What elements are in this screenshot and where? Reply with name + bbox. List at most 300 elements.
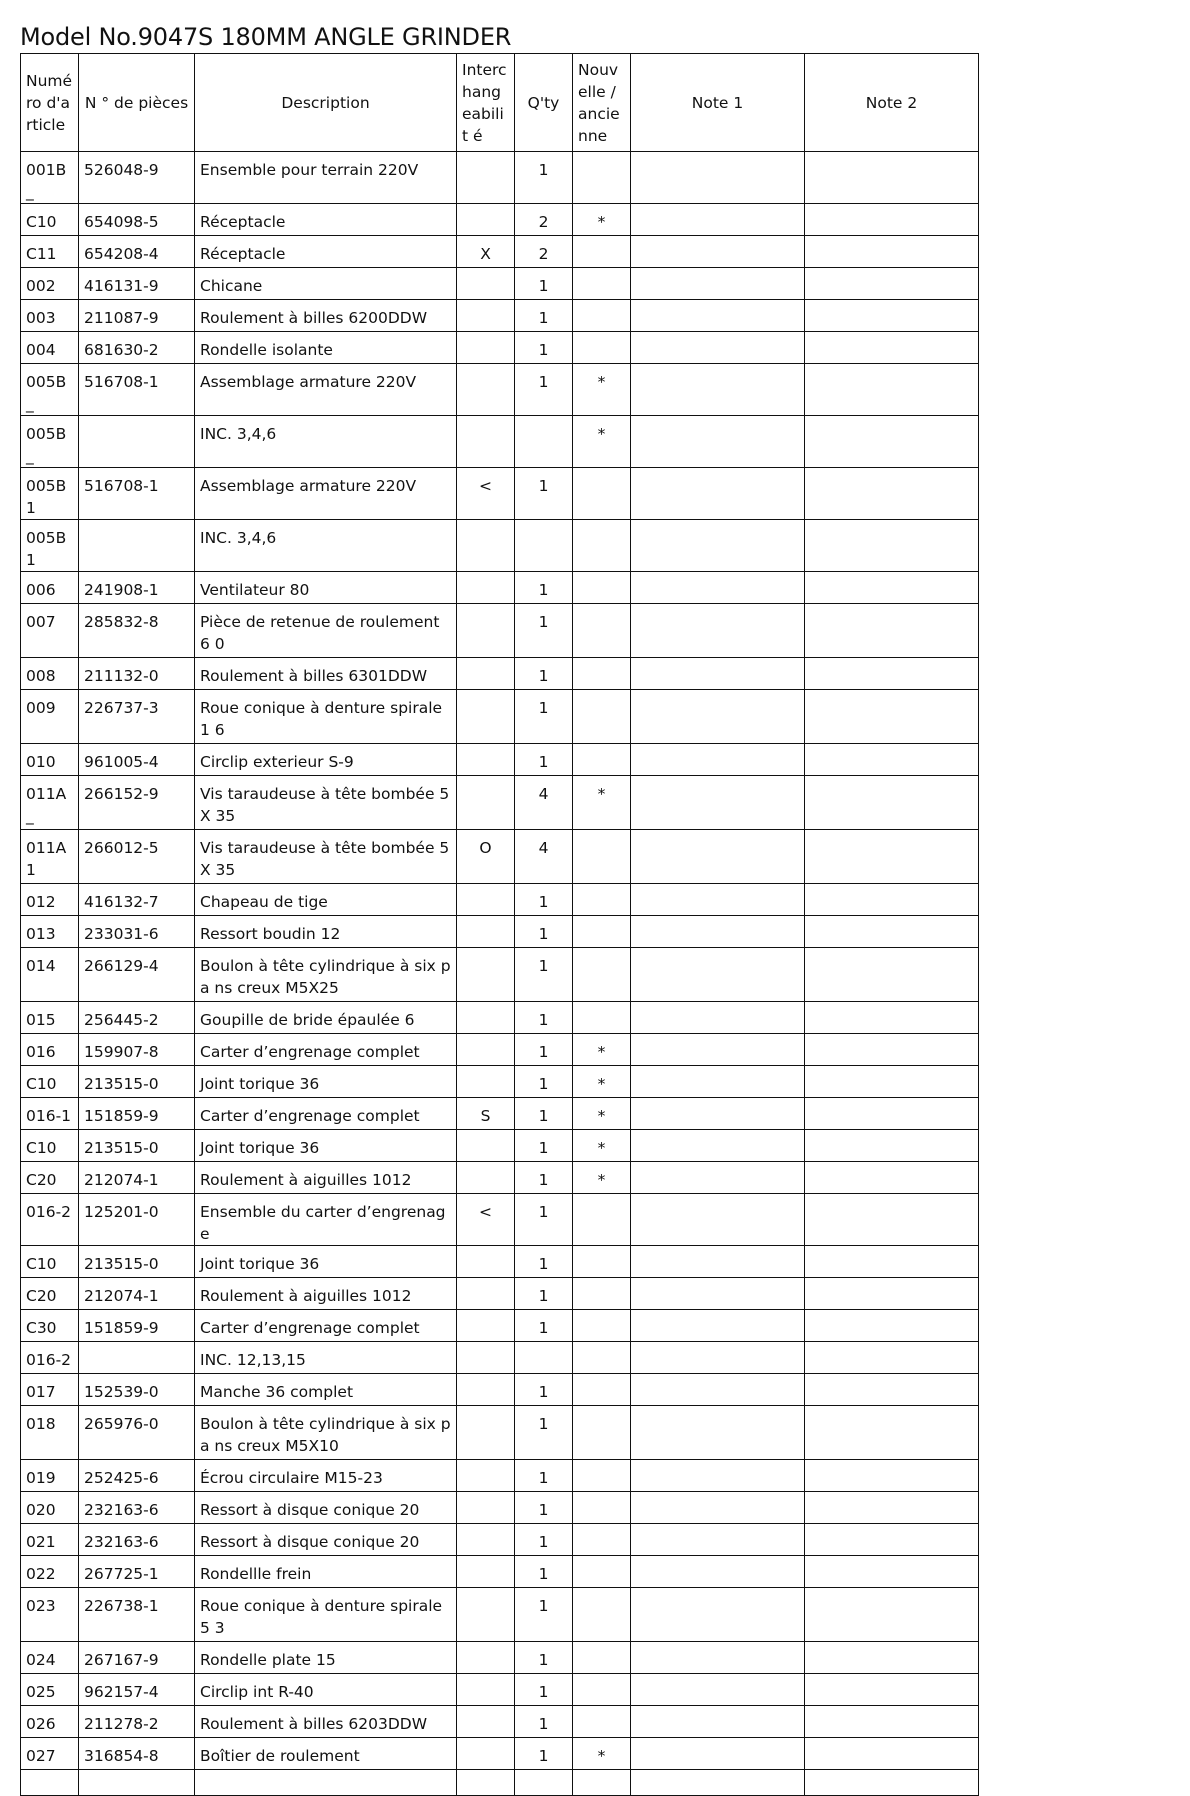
- cell-note-2: [805, 572, 979, 604]
- cell-part-number: 152539-0: [79, 1374, 195, 1406]
- cell-item-number: 016-1: [21, 1098, 79, 1130]
- cell-interchangeability: [457, 1642, 515, 1674]
- cell-quantity: 1: [515, 1034, 573, 1066]
- cell-description: INC. 3,4,6: [195, 416, 457, 468]
- cell-new-old: [573, 948, 631, 1002]
- cell-new-old: [573, 830, 631, 884]
- cell-description: Joint torique 36: [195, 1130, 457, 1162]
- cell-note-1: [631, 152, 805, 204]
- cell-description: Roulement à aiguilles 1012: [195, 1278, 457, 1310]
- cell-quantity: 1: [515, 1162, 573, 1194]
- cell-new-old: *: [573, 1098, 631, 1130]
- cell-part-number: 233031-6: [79, 916, 195, 948]
- cell-quantity: 1: [515, 658, 573, 690]
- cell-note-2: [805, 1194, 979, 1246]
- table-row: [21, 236, 979, 268]
- cell-item-number: 016: [21, 1034, 79, 1066]
- cell-description: Rondelle plate 15: [195, 1642, 457, 1674]
- cell-note-1: [631, 1162, 805, 1194]
- cell-note-1: [631, 884, 805, 916]
- cell-new-old: [573, 658, 631, 690]
- cell-part-number: 266129-4: [79, 948, 195, 1002]
- cell-interchangeability: [457, 572, 515, 604]
- cell-note-1: [631, 1706, 805, 1738]
- cell-note-1: [631, 204, 805, 236]
- cell-item-number: 010: [21, 744, 79, 776]
- cell-note-1: [631, 1002, 805, 1034]
- cell-note-2: [805, 776, 979, 830]
- cell-interchangeability: [457, 1674, 515, 1706]
- cell-description: Rondelle isolante: [195, 332, 457, 364]
- cell-note-1: [631, 1194, 805, 1246]
- cell-part-number: 212074-1: [79, 1162, 195, 1194]
- cell-note-1: [631, 1098, 805, 1130]
- cell-quantity: 1: [515, 1406, 573, 1460]
- cell-description: Manche 36 complet: [195, 1374, 457, 1406]
- cell-new-old: [573, 1374, 631, 1406]
- cell-note-1: [631, 1034, 805, 1066]
- cell-description: INC. 3,4,6: [195, 520, 457, 572]
- cell-quantity: 1: [515, 468, 573, 520]
- cell-description: Carter d’engrenage complet: [195, 1034, 457, 1066]
- cell-item-number: 001B_: [21, 152, 79, 204]
- table-row: [21, 1342, 979, 1374]
- cell-quantity: [515, 520, 573, 572]
- cell-interchangeability: X: [457, 236, 515, 268]
- cell-note-1: [631, 1524, 805, 1556]
- cell-new-old: [573, 1524, 631, 1556]
- cell-interchangeability: [457, 884, 515, 916]
- cell-interchangeability: [457, 1770, 515, 1796]
- cell-description: Roulement à billes 6200DDW: [195, 300, 457, 332]
- cell-interchangeability: [457, 916, 515, 948]
- cell-description: Réceptacle: [195, 236, 457, 268]
- cell-note-2: [805, 1406, 979, 1460]
- cell-note-1: [631, 364, 805, 416]
- table-row: [21, 1066, 979, 1098]
- cell-quantity: 1: [515, 1246, 573, 1278]
- cell-quantity: 1: [515, 1066, 573, 1098]
- cell-new-old: *: [573, 776, 631, 830]
- cell-description: Écrou circulaire M15-23: [195, 1460, 457, 1492]
- cell-item-number: 012: [21, 884, 79, 916]
- page-title: Model No.9047S 180MM ANGLE GRINDER: [20, 23, 512, 51]
- cell-interchangeability: S: [457, 1098, 515, 1130]
- cell-new-old: [573, 884, 631, 916]
- cell-note-2: [805, 948, 979, 1002]
- cell-description: Boulon à tête cylindrique à six pa ns creux M5X25: [195, 948, 457, 1002]
- cell-quantity: 1: [515, 572, 573, 604]
- cell-item-number: C10: [21, 1066, 79, 1098]
- cell-item-number: 023: [21, 1588, 79, 1642]
- table-row: [21, 1738, 979, 1770]
- cell-interchangeability: [457, 1738, 515, 1770]
- cell-interchangeability: [457, 1066, 515, 1098]
- cell-interchangeability: [457, 690, 515, 744]
- table-row: [21, 520, 979, 572]
- cell-item-number: C10: [21, 1246, 79, 1278]
- table-row: [21, 1642, 979, 1674]
- cell-item-number: 011A_: [21, 776, 79, 830]
- cell-interchangeability: [457, 520, 515, 572]
- cell-note-2: [805, 1066, 979, 1098]
- cell-note-1: [631, 916, 805, 948]
- cell-quantity: [515, 416, 573, 468]
- cell-new-old: [573, 1342, 631, 1374]
- cell-quantity: 1: [515, 690, 573, 744]
- cell-note-2: [805, 204, 979, 236]
- cell-new-old: *: [573, 1066, 631, 1098]
- cell-note-1: [631, 1066, 805, 1098]
- cell-item-number: 019: [21, 1460, 79, 1492]
- cell-quantity: 1: [515, 1310, 573, 1342]
- cell-part-number: 265976-0: [79, 1406, 195, 1460]
- cell-quantity: 1: [515, 1098, 573, 1130]
- cell-quantity: 1: [515, 1002, 573, 1034]
- cell-new-old: [573, 604, 631, 658]
- cell-item-number: 020: [21, 1492, 79, 1524]
- cell-item-number: 016-2: [21, 1342, 79, 1374]
- cell-item-number: 016-2: [21, 1194, 79, 1246]
- table-body: [21, 152, 979, 1796]
- cell-note-2: [805, 1588, 979, 1642]
- cell-description: Rondellle frein: [195, 1556, 457, 1588]
- cell-note-2: [805, 520, 979, 572]
- cell-item-number: 004: [21, 332, 79, 364]
- cell-item-number: 008: [21, 658, 79, 690]
- cell-quantity: 1: [515, 1194, 573, 1246]
- cell-description: Pièce de retenue de roulement 6 0: [195, 604, 457, 658]
- table-row: [21, 1130, 979, 1162]
- cell-interchangeability: [457, 1524, 515, 1556]
- cell-part-number: [79, 1342, 195, 1374]
- table-row: [21, 332, 979, 364]
- cell-description: Goupille de bride épaulée 6: [195, 1002, 457, 1034]
- cell-new-old: [573, 744, 631, 776]
- cell-part-number: [79, 520, 195, 572]
- cell-note-1: [631, 572, 805, 604]
- cell-new-old: [573, 1310, 631, 1342]
- header-part-number: N ° de pièces: [79, 54, 195, 152]
- cell-new-old: [573, 1706, 631, 1738]
- cell-interchangeability: [457, 1342, 515, 1374]
- cell-new-old: [573, 572, 631, 604]
- cell-interchangeability: [457, 416, 515, 468]
- table-row: [21, 1770, 979, 1796]
- cell-note-1: [631, 776, 805, 830]
- cell-note-2: [805, 690, 979, 744]
- table-row: [21, 1674, 979, 1706]
- cell-part-number: 232163-6: [79, 1524, 195, 1556]
- cell-new-old: [573, 1588, 631, 1642]
- cell-note-1: [631, 300, 805, 332]
- cell-note-2: [805, 416, 979, 468]
- cell-note-2: [805, 830, 979, 884]
- cell-part-number: 213515-0: [79, 1246, 195, 1278]
- cell-item-number: C20: [21, 1162, 79, 1194]
- cell-part-number: 266012-5: [79, 830, 195, 884]
- cell-item-number: 003: [21, 300, 79, 332]
- cell-note-2: [805, 152, 979, 204]
- cell-item-number: 018: [21, 1406, 79, 1460]
- cell-part-number: 232163-6: [79, 1492, 195, 1524]
- header-interchangeability: Interc hang eabilit é: [457, 54, 515, 152]
- cell-interchangeability: <: [457, 1194, 515, 1246]
- cell-new-old: *: [573, 1162, 631, 1194]
- cell-new-old: [573, 300, 631, 332]
- cell-note-2: [805, 1674, 979, 1706]
- cell-part-number: 962157-4: [79, 1674, 195, 1706]
- cell-note-2: [805, 604, 979, 658]
- cell-new-old: [573, 236, 631, 268]
- cell-note-1: [631, 948, 805, 1002]
- cell-note-1: [631, 520, 805, 572]
- cell-note-2: [805, 1034, 979, 1066]
- cell-interchangeability: [457, 1492, 515, 1524]
- cell-part-number: 213515-0: [79, 1130, 195, 1162]
- cell-part-number: 252425-6: [79, 1460, 195, 1492]
- cell-quantity: 1: [515, 300, 573, 332]
- cell-note-2: [805, 1098, 979, 1130]
- cell-note-1: [631, 830, 805, 884]
- cell-new-old: [573, 1556, 631, 1588]
- cell-new-old: [573, 520, 631, 572]
- cell-part-number: 159907-8: [79, 1034, 195, 1066]
- cell-new-old: [573, 1278, 631, 1310]
- cell-new-old: [573, 1492, 631, 1524]
- parts-table: [20, 53, 979, 1796]
- cell-interchangeability: [457, 332, 515, 364]
- cell-new-old: [573, 268, 631, 300]
- cell-note-1: [631, 1342, 805, 1374]
- cell-interchangeability: [457, 604, 515, 658]
- cell-part-number: 125201-0: [79, 1194, 195, 1246]
- cell-description: Vis taraudeuse à tête bombée 5X 35: [195, 776, 457, 830]
- header-item-number: Numé ro d'a rticle: [21, 54, 79, 152]
- cell-part-number: 211278-2: [79, 1706, 195, 1738]
- table-row: [21, 658, 979, 690]
- cell-description: Assemblage armature 220V: [195, 364, 457, 416]
- cell-quantity: [515, 1770, 573, 1796]
- cell-new-old: [573, 1770, 631, 1796]
- cell-new-old: [573, 1194, 631, 1246]
- cell-item-number: C30: [21, 1310, 79, 1342]
- cell-item-number: 005B_: [21, 416, 79, 468]
- cell-quantity: 1: [515, 1706, 573, 1738]
- cell-note-1: [631, 468, 805, 520]
- cell-description: [195, 1770, 457, 1796]
- cell-note-1: [631, 1674, 805, 1706]
- cell-quantity: 1: [515, 1374, 573, 1406]
- cell-description: Roulement à billes 6203DDW: [195, 1706, 457, 1738]
- cell-note-2: [805, 1278, 979, 1310]
- cell-item-number: C10: [21, 204, 79, 236]
- cell-quantity: 4: [515, 830, 573, 884]
- cell-quantity: 4: [515, 776, 573, 830]
- table-row: [21, 1162, 979, 1194]
- cell-note-1: [631, 1770, 805, 1796]
- table-row: [21, 268, 979, 300]
- cell-description: Ventilateur 80: [195, 572, 457, 604]
- cell-item-number: C10: [21, 1130, 79, 1162]
- cell-item-number: 014: [21, 948, 79, 1002]
- cell-quantity: 1: [515, 268, 573, 300]
- cell-note-2: [805, 744, 979, 776]
- cell-description: Circlip exterieur S-9: [195, 744, 457, 776]
- cell-quantity: 1: [515, 1492, 573, 1524]
- table-row: [21, 1492, 979, 1524]
- cell-new-old: [573, 1406, 631, 1460]
- cell-note-2: [805, 658, 979, 690]
- cell-note-1: [631, 1588, 805, 1642]
- table-row: [21, 1098, 979, 1130]
- cell-description: Vis taraudeuse à tête bombée 5X 35: [195, 830, 457, 884]
- cell-item-number: 005B1: [21, 520, 79, 572]
- cell-description: Roue conique à denture spirale 1 6: [195, 690, 457, 744]
- cell-interchangeability: [457, 1310, 515, 1342]
- cell-interchangeability: [457, 204, 515, 236]
- cell-item-number: 009: [21, 690, 79, 744]
- cell-note-2: [805, 1706, 979, 1738]
- cell-note-2: [805, 1770, 979, 1796]
- cell-item-number: 002: [21, 268, 79, 300]
- cell-interchangeability: [457, 268, 515, 300]
- cell-description: Boulon à tête cylindrique à six pa ns creux M5X10: [195, 1406, 457, 1460]
- table-row: [21, 830, 979, 884]
- cell-interchangeability: [457, 300, 515, 332]
- cell-note-2: [805, 1246, 979, 1278]
- table-row: [21, 1002, 979, 1034]
- table-row: [21, 1278, 979, 1310]
- cell-quantity: 1: [515, 604, 573, 658]
- table-row: [21, 604, 979, 658]
- table-row: [21, 1406, 979, 1460]
- header-note-2: Note 2: [805, 54, 979, 152]
- cell-note-2: [805, 268, 979, 300]
- table-row: [21, 1246, 979, 1278]
- cell-interchangeability: O: [457, 830, 515, 884]
- cell-part-number: 416132-7: [79, 884, 195, 916]
- cell-part-number: [79, 1770, 195, 1796]
- header-description: Description: [195, 54, 457, 152]
- cell-note-2: [805, 332, 979, 364]
- cell-quantity: 1: [515, 332, 573, 364]
- cell-part-number: 211132-0: [79, 658, 195, 690]
- cell-note-1: [631, 416, 805, 468]
- cell-quantity: 1: [515, 1674, 573, 1706]
- cell-new-old: *: [573, 1130, 631, 1162]
- table-row: [21, 204, 979, 236]
- cell-part-number: 266152-9: [79, 776, 195, 830]
- table-row: [21, 1588, 979, 1642]
- table-row: [21, 364, 979, 416]
- cell-note-2: [805, 1374, 979, 1406]
- cell-item-number: 006: [21, 572, 79, 604]
- cell-new-old: [573, 1674, 631, 1706]
- cell-quantity: 1: [515, 1524, 573, 1556]
- table-row: [21, 1706, 979, 1738]
- cell-note-1: [631, 1460, 805, 1492]
- cell-item-number: [21, 1770, 79, 1796]
- table-row: [21, 1034, 979, 1066]
- cell-quantity: 1: [515, 1588, 573, 1642]
- cell-interchangeability: [457, 1588, 515, 1642]
- cell-interchangeability: [457, 1034, 515, 1066]
- cell-new-old: *: [573, 416, 631, 468]
- cell-description: Carter d’engrenage complet: [195, 1098, 457, 1130]
- cell-note-2: [805, 1310, 979, 1342]
- cell-item-number: C20: [21, 1278, 79, 1310]
- cell-new-old: [573, 690, 631, 744]
- cell-interchangeability: <: [457, 468, 515, 520]
- cell-note-1: [631, 744, 805, 776]
- table-row: [21, 468, 979, 520]
- cell-note-1: [631, 1406, 805, 1460]
- cell-interchangeability: [457, 1130, 515, 1162]
- table-row: [21, 1524, 979, 1556]
- cell-new-old: *: [573, 204, 631, 236]
- cell-description: Roulement à aiguilles 1012: [195, 1162, 457, 1194]
- cell-quantity: 2: [515, 204, 573, 236]
- cell-item-number: 025: [21, 1674, 79, 1706]
- cell-item-number: 024: [21, 1642, 79, 1674]
- cell-description: Ensemble pour terrain 220V: [195, 152, 457, 204]
- cell-note-1: [631, 332, 805, 364]
- cell-item-number: 005B1: [21, 468, 79, 520]
- cell-quantity: 1: [515, 364, 573, 416]
- cell-interchangeability: [457, 1278, 515, 1310]
- cell-part-number: 267725-1: [79, 1556, 195, 1588]
- cell-note-2: [805, 1738, 979, 1770]
- cell-description: Roue conique à denture spirale 5 3: [195, 1588, 457, 1642]
- cell-interchangeability: [457, 1706, 515, 1738]
- cell-note-1: [631, 268, 805, 300]
- cell-new-old: [573, 332, 631, 364]
- cell-part-number: 654098-5: [79, 204, 195, 236]
- header-quantity: Q'ty: [515, 54, 573, 152]
- cell-note-2: [805, 1556, 979, 1588]
- cell-new-old: [573, 1002, 631, 1034]
- cell-part-number: 267167-9: [79, 1642, 195, 1674]
- cell-description: Boîtier de roulement: [195, 1738, 457, 1770]
- cell-note-1: [631, 1374, 805, 1406]
- cell-part-number: 654208-4: [79, 236, 195, 268]
- cell-description: Roulement à billes 6301DDW: [195, 658, 457, 690]
- cell-note-2: [805, 916, 979, 948]
- cell-description: Réceptacle: [195, 204, 457, 236]
- cell-interchangeability: [457, 1246, 515, 1278]
- cell-interchangeability: [457, 364, 515, 416]
- cell-new-old: [573, 1460, 631, 1492]
- table-row: [21, 1374, 979, 1406]
- cell-new-old: [573, 916, 631, 948]
- table-row: [21, 152, 979, 204]
- cell-interchangeability: [457, 1460, 515, 1492]
- cell-note-1: [631, 604, 805, 658]
- cell-interchangeability: [457, 152, 515, 204]
- cell-quantity: 1: [515, 152, 573, 204]
- cell-interchangeability: [457, 1406, 515, 1460]
- cell-description: Ensemble du carter d’engrenage: [195, 1194, 457, 1246]
- cell-note-1: [631, 690, 805, 744]
- cell-part-number: 516708-1: [79, 468, 195, 520]
- cell-note-1: [631, 1492, 805, 1524]
- table-row: [21, 1310, 979, 1342]
- cell-quantity: 1: [515, 948, 573, 1002]
- header-new-old: Nouv elle / ancie nne: [573, 54, 631, 152]
- cell-note-2: [805, 1460, 979, 1492]
- cell-note-1: [631, 1310, 805, 1342]
